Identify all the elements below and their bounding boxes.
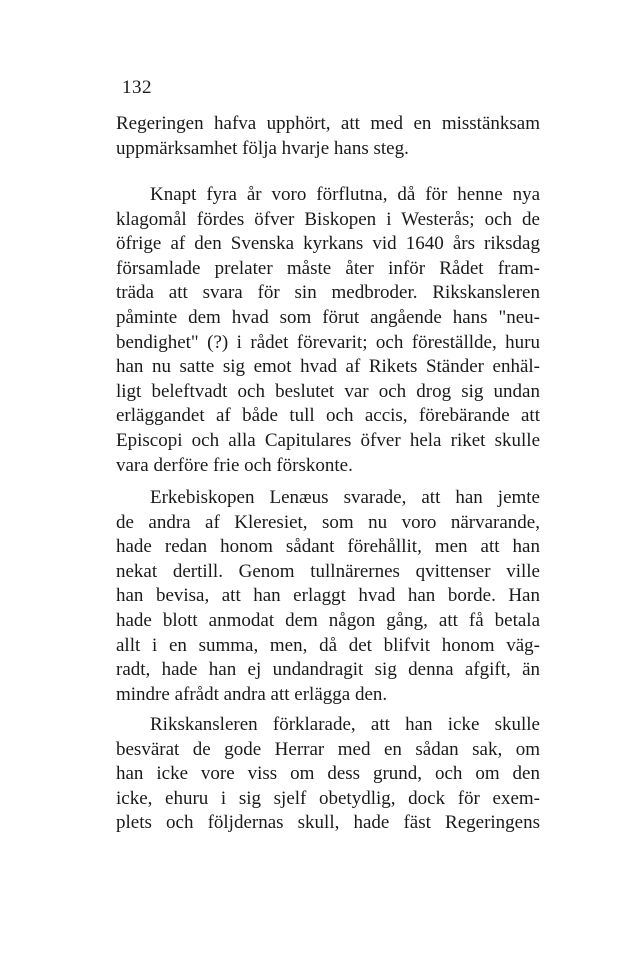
text-line: han icke vore viss om dess grund, och om den: [116, 763, 540, 785]
text-line: allt i en summa, men, då det blifvit honom väg-: [116, 634, 540, 656]
text-line: hade blott anmodat dem någon gång, att få betala: [116, 609, 540, 631]
text-line: mindre afrådt andra att erlägga den.: [116, 683, 388, 705]
text-line: besvärat de gode Herrar med en sådan sak, om: [116, 738, 540, 760]
text-line: påminte dem hvad som förut angående hans "neu-: [116, 306, 540, 328]
text-line: han nu satte sig emot hvad af Rikets Ständer enhäl-: [116, 356, 540, 378]
text-line: vara derföre frie och förskonte.: [116, 454, 353, 476]
text-line: de andra af Kleresiet, som nu voro närvarande,: [116, 511, 540, 533]
paragraph-2: [116, 486, 540, 707]
text-line: uppmärksamhet följa hvarje hans steg.: [116, 137, 409, 159]
text-line: träda att svara för sin medbroder. Rikskansleren: [116, 282, 540, 304]
text-line: Episcopi och alla Capitulares öfver hela riket skulle: [116, 429, 540, 451]
text-line: bendighet" (?) i rådet förevarit; och föreställde, huru: [116, 331, 540, 353]
text-line: han bevisa, att han erlaggt hvad han borde. Han: [116, 585, 540, 607]
text-line: nekat dertill. Genom tullnärernes qvittenser ville: [116, 560, 540, 582]
paragraph-1: [116, 183, 540, 478]
text-line: plets och följdernas skull, hade fäst Regeringens: [116, 812, 540, 834]
text-line: klagomål fördes öfver Biskopen i Westerås; och de: [116, 208, 540, 230]
text-line: radt, hade han ej undandragit sig denna afgift, än: [116, 659, 540, 681]
page-number: 132: [122, 77, 152, 98]
text-line: församlade prelater måste åter inför Rådet fram-: [116, 257, 540, 279]
text-line: erläggandet af både tull och accis, förebärande att: [116, 405, 540, 427]
text-line: öfrige af den Svenska kyrkans vid 1640 års riksdag: [116, 233, 540, 255]
paragraph-3: [116, 713, 540, 836]
continuation-text: [116, 112, 540, 161]
text-line: icke, ehuru i sig sjelf obetydlig, dock för exem-: [116, 787, 540, 809]
text-line: ligt beleftvadt och beslutet var och drog sig undan: [116, 380, 540, 402]
text-line: Erkebiskopen Lenæus svarade, att han jemte: [150, 487, 540, 508]
text-line: Rikskansleren förklarade, att han icke skulle: [150, 714, 540, 735]
text-line: Knapt fyra år voro förflutna, då för henne nya: [150, 184, 540, 205]
text-line: hade redan honom sådant förehållit, men att han: [116, 536, 540, 558]
text-line: Regeringen hafva upphört, att med en misstänksam: [116, 113, 540, 134]
